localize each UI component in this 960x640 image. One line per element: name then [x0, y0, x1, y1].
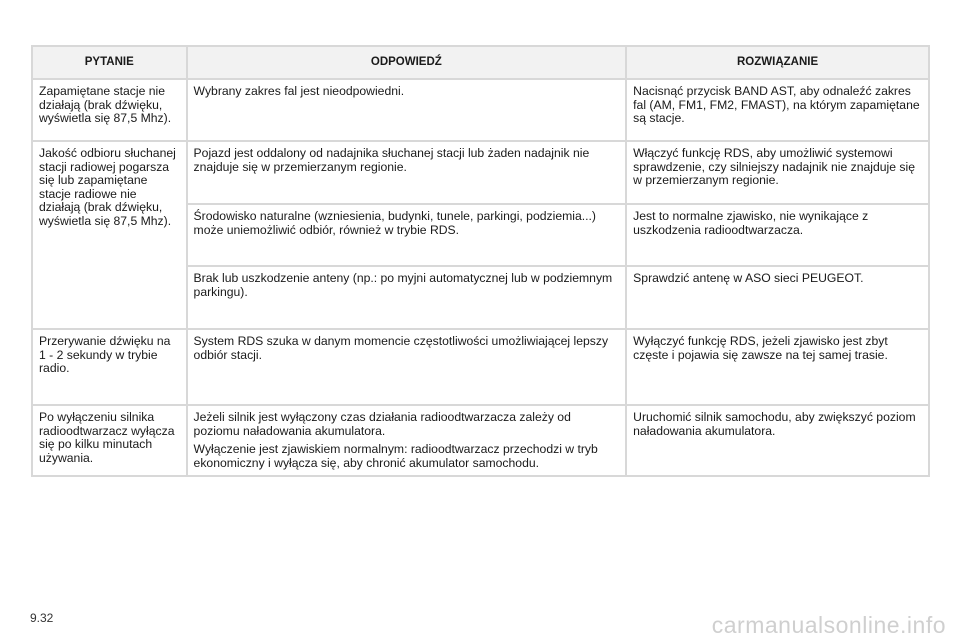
- answer-cell: System RDS szuka w danym momencie częstotliwości umożliwiającej lepszy odbiór stacji.: [187, 329, 627, 405]
- watermark: carmanualsonline.info: [711, 612, 946, 638]
- header-question: PYTANIE: [32, 46, 187, 79]
- table-row: [32, 329, 929, 405]
- header-answer: ODPOWIEDŹ: [187, 46, 627, 79]
- solution-cell: Nacisnąć przycisk BAND AST, aby odnaleźć zakres fal (AM, FM1, FM2, FMAST), na którym zapamiętane są stacje.: [626, 79, 929, 141]
- page-number: 9.32: [30, 611, 54, 625]
- answer-cell: Środowisko naturalne (wzniesienia, budynki, tunele, parkingi, podziemia...) może uniemożliwić odbiór, również w trybie RDS.: [187, 204, 627, 266]
- table-row: [32, 79, 929, 141]
- question-cell: Po wyłączeniu silnika radioodtwarzacz wyłącza się po kilku minutach używania.: [32, 405, 187, 476]
- solution-cell: Sprawdzić antenę w ASO sieci PEUGEOT.: [626, 266, 929, 329]
- answer-cell: [187, 405, 627, 476]
- answer-cell: Wybrany zakres fal jest nieodpowiedni.: [187, 79, 627, 141]
- table-row: [32, 141, 929, 204]
- answer-cell: Brak lub uszkodzenie anteny (np.: po myjni automatycznej lub w podziemnym parkingu).: [187, 266, 627, 329]
- header-solution: ROZWIĄZANIE: [626, 46, 929, 79]
- table-row: [32, 405, 929, 476]
- solution-cell: Włączyć funkcję RDS, aby umożliwić systemowi sprawdzenie, czy silniejszy nadajnik nie znajduje się w przemierzanym regionie.: [626, 141, 929, 204]
- solution-cell: Jest to normalne zjawisko, nie wynikające z uszkodzenia radioodtwarzacza.: [626, 204, 929, 266]
- table-header-row: [32, 46, 929, 79]
- answer-paragraph: Wyłączenie jest zjawiskiem normalnym: radioodtwarzacz przechodzi w tryb ekonomiczny i wyłącza się, aby chronić akumulator samochodu.: [193, 442, 598, 470]
- solution-cell: Wyłączyć funkcję RDS, jeżeli zjawisko jest zbyt częste i pojawia się zawsze na tej samej trasie.: [626, 329, 929, 405]
- question-cell: Przerywanie dźwięku na 1 - 2 sekundy w trybie radio.: [32, 329, 187, 405]
- answer-cell: Pojazd jest oddalony od nadajnika słuchanej stacji lub żaden nadajnik nie znajduje się w przemierzanym regionie.: [187, 141, 627, 204]
- question-cell: Jakość odbioru słuchanej stacji radiowej pogarsza się lub zapamiętane stacje radiowe nie działają (brak dźwięku, wyświetla się 87,5 Mhz).: [32, 141, 187, 329]
- solution-cell: Uruchomić silnik samochodu, aby zwiększyć poziom naładowania akumulatora.: [626, 405, 929, 476]
- answer-paragraph: Jeżeli silnik jest wyłączony czas działania radioodtwarzacza zależy od poziomu naładowania akumulatora.: [193, 410, 571, 438]
- troubleshooting-table: [31, 45, 930, 477]
- question-cell: Zapamiętane stacje nie działają (brak dźwięku, wyświetla się 87,5 Mhz).: [32, 79, 187, 141]
